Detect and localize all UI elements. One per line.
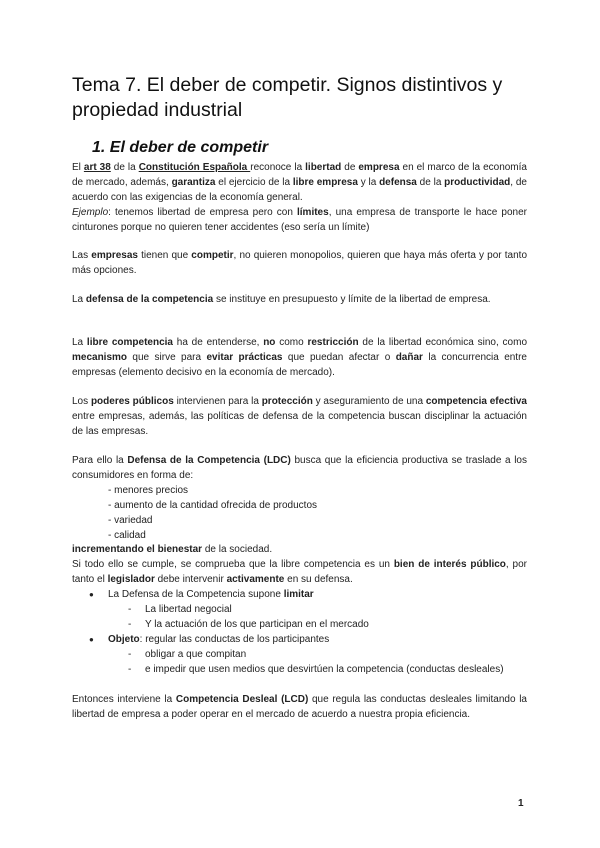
list-item: La Defensa de la Competencia supone limitar: [108, 589, 314, 600]
paragraph-libre-competencia: La libre competencia ha de entenderse, no como restricción de la libertad económica sino, como mecanismo que sirve para evitar prácticas que puedan afectar o dañar la concurrencia entre empresas (elemento decisivo en la economía de mercado).: [72, 337, 527, 379]
list-item: La libertad negocial: [145, 604, 232, 615]
paragraph-empresas: Las empresas tienen que competir, no quieren monopolios, quieren que haya más oferta y por tanto más opciones.: [72, 250, 528, 277]
paragraph-ldc: Para ello la Defensa de la Competencia (LDC) busca que la eficiencia productiva se traslade a los consumidores en forma de:: [72, 455, 527, 482]
list-item: Objeto: regular las conductas de los participantes: [108, 634, 330, 645]
paragraph-art38: El art 38 de la Constitución Española reconoce la libertad de empresa en el marco de la economía de mercado, además, garantiza el ejercicio de la libre empresa y la defensa de la productividad, de acuerdo con las exigencias de la economía general.: [72, 162, 527, 204]
dash-icon: -: [128, 619, 132, 630]
list-item: - aumento de la cantidad ofrecida de productos: [108, 500, 318, 511]
list-item: obligar a que compitan: [145, 649, 247, 660]
dash-icon: -: [128, 664, 132, 675]
page-number: 1: [518, 798, 524, 809]
dash-icon: -: [128, 649, 132, 660]
list-item: - calidad: [108, 530, 146, 541]
paragraph-bien-interes: Si todo ello se cumple, se comprueba que la libre competencia es un bien de interés público, por tanto el legislador debe intervenir activamente en su defensa.: [72, 559, 527, 586]
constitucion-link: Constitución Española: [138, 162, 251, 173]
page-title: Tema 7. El deber de competir. Signos distintivos y propiedad industrial: [72, 74, 503, 121]
paragraph-bienestar: incrementando el bienestar de la sociedad.: [72, 544, 273, 555]
bullet-icon: ●: [89, 635, 94, 644]
art-38-link: art 38: [83, 162, 111, 173]
list-item: e impedir que usen medios que desvirtúen la competencia (conductas desleales): [145, 664, 504, 675]
bullet-icon: ●: [89, 590, 94, 599]
list-item: Y la actuación de los que participan en el mercado: [145, 619, 369, 630]
dash-icon: -: [128, 604, 132, 615]
paragraph-defensa-competencia: La defensa de la competencia se instituye en presupuesto y límite de la libertad de empresa.: [72, 294, 491, 305]
paragraph-poderes-publicos: Los poderes públicos intervienen para la protección y aseguramiento de una competencia efectiva entre empresas, además, las políticas de defensa de la competencia buscan disciplinar la actuación de las empresas.: [72, 396, 527, 438]
section-heading: 1. El deber de competir: [92, 139, 269, 156]
paragraph-lcd: Entonces interviene la Competencia Desleal (LCD) que regula las conductas desleales limitando la libertad de empresa a poder operar en el mercado de acuerdo a nuestra propia eficiencia.: [72, 694, 527, 721]
list-item: - variedad: [108, 515, 153, 526]
list-item: - menores precios: [108, 485, 189, 496]
paragraph-ejemplo: Ejemplo: tenemos libertad de empresa pero con límites, una empresa de transporte le hace poner cinturones porque no quieren tener accidentes (eso sería un límite): [72, 207, 528, 234]
